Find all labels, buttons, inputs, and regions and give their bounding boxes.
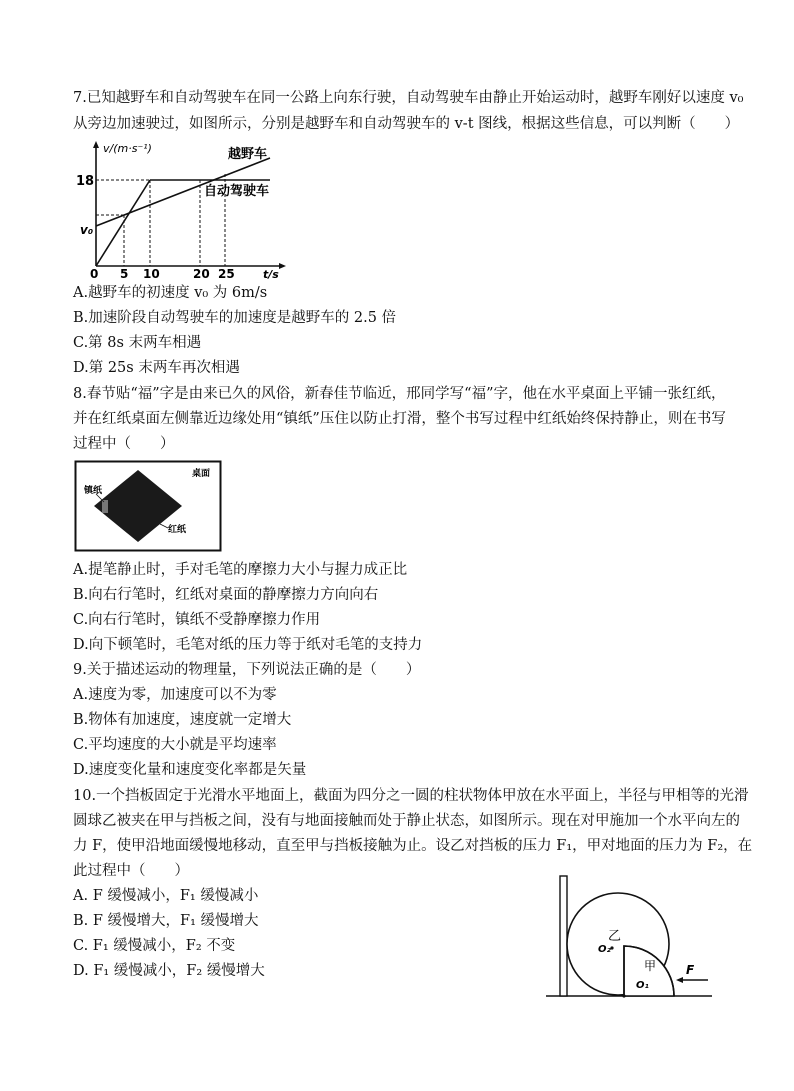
q8-label-paper: 红纸: [168, 525, 187, 535]
q10-stem-line-3: 力 F，使甲沿地面缓慢地移动，直至甲与挡板接触为止。设乙对挡板的压力 F₁，甲对地面的压力为 F₂，在: [73, 838, 753, 854]
q7-option-c: C.第 8s 末两车相遇: [73, 335, 202, 351]
q7-y-axis-label: v/(m·s⁻¹): [103, 142, 152, 155]
q10-stem-line-1: 10.一个挡板固定于光滑水平地面上，截面为四分之一圆的柱状物体甲放在水平面上，半径与甲相等的光滑: [73, 788, 749, 804]
q9-option-c: C.平均速度的大小就是平均速率: [73, 737, 277, 753]
q8-label-weight: 镇纸: [84, 486, 103, 496]
q10-figure: [540, 872, 720, 1002]
q10-label-jia: 甲: [644, 959, 657, 973]
q7-label-auto: 自动驾驶车: [204, 184, 270, 199]
q8-stem-line-3: 过程中（ ）: [73, 436, 175, 452]
q10-stem-line-2: 圆球乙被夹在甲与挡板之间，没有与地面接触而处于静止状态，如图所示。现在对甲施加一个水平向左的: [73, 813, 740, 829]
q10-label-o2: O₂: [598, 944, 611, 955]
q8-option-c: C.向右行笔时，镇纸不受静摩擦力作用: [73, 612, 321, 628]
q7-option-a: A.越野车的初速度 v₀ 为 6m/s: [73, 285, 268, 301]
q7-x-tick-25: 25: [218, 267, 235, 281]
q8-desk-figure: [74, 460, 222, 552]
q7-option-d: D.第 25s 末两车再次相遇: [73, 360, 240, 376]
q10-label-o1: O₁: [636, 980, 649, 991]
q9-stem: 9.关于描述运动的物理量，下列说法正确的是（ ）: [73, 662, 421, 678]
q9-option-d: D.速度变化量和速度变化率都是矢量: [73, 762, 307, 778]
q10-label-yi: 乙: [608, 929, 622, 944]
q9-option-b: B.物体有加速度，速度就一定增大: [73, 712, 292, 728]
q7-option-b: B.加速阶段自动驾驶车的加速度是越野车的 2.5 倍: [73, 310, 397, 326]
q7-y-tick-v0: v₀: [80, 223, 94, 237]
q7-stem-line-2: 从旁边加速驶过，如图所示，分别是越野车和自动驾驶车的 v-t 图线，根据这些信息，可以判断（ ）: [73, 116, 740, 132]
q10-option-a: A. F 缓慢减小，F₁ 缓慢减小: [73, 888, 259, 904]
q7-x-tick-0: 0: [90, 267, 99, 281]
q7-label-offroad: 越野车: [228, 147, 268, 162]
q7-x-tick-5: 5: [120, 267, 129, 281]
q8-option-d: D.向下顿笔时，毛笔对纸的压力等于纸对毛笔的支持力: [73, 637, 423, 653]
q7-y-tick-18: 18: [76, 174, 95, 189]
q10-option-d: D. F₁ 缓慢减小，F₂ 缓慢增大: [73, 963, 265, 979]
q7-x-tick-10: 10: [143, 267, 160, 281]
q10-label-f: F: [686, 963, 695, 977]
q10-option-b: B. F 缓慢增大，F₁ 缓慢增大: [73, 913, 259, 929]
q7-x-tick-20: 20: [193, 267, 210, 281]
q8-option-a: A.提笔静止时，手对毛笔的摩擦力大小与握力成正比: [73, 562, 408, 578]
q7-x-axis-label: t/s: [263, 268, 279, 281]
q10-stem-line-4: 此过程中（ ）: [73, 863, 189, 879]
q8-label-desk: 桌面: [192, 469, 211, 479]
q8-stem-line-1: 8.春节贴“福”字是由来已久的风俗，新春佳节临近，邢同学写“福”字，他在水平桌面上平铺一张红纸，: [73, 386, 726, 402]
q8-stem-line-2: 并在红纸桌面左侧靠近边缘处用“镇纸”压住以防止打滑，整个书写过程中红纸始终保持静止，则在书写: [73, 411, 726, 427]
q8-option-b: B.向右行笔时，红纸对桌面的静摩擦力方向向右: [73, 587, 379, 603]
q7-stem-line-1: 7.已知越野车和自动驾驶车在同一公路上向东行驶，自动驾驶车由静止开始运动时，越野车刚好以速度 v₀: [73, 90, 744, 106]
q9-option-a: A.速度为零，加速度可以不为零: [73, 687, 277, 703]
q7-vt-graph: [76, 138, 298, 281]
q10-option-c: C. F₁ 缓慢减小，F₂ 不变: [73, 938, 236, 954]
